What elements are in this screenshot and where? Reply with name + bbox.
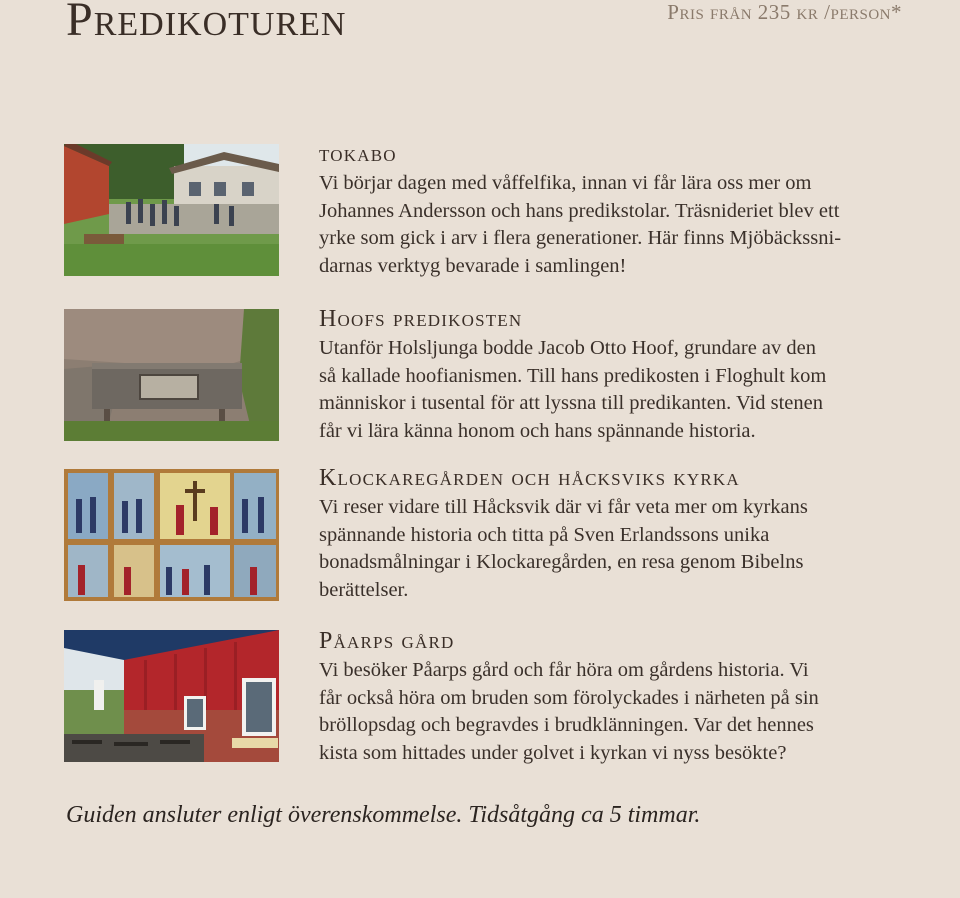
- predikosten-image: [64, 309, 279, 441]
- paarps-gard-text: [319, 627, 899, 767]
- body-line: Utanför Holsljunga bodde Jacob Otto Hoof, grundare av den: [319, 337, 816, 359]
- tokabo-photo: [64, 144, 279, 276]
- body-line: berättelser.: [319, 578, 409, 601]
- body-line: Johannes Andersson och hans predikstolar. Träsnideriet blev ett: [319, 199, 840, 222]
- price-label: Pris från 235 kr /person*: [667, 0, 902, 24]
- section-heading: Hoofs predikosten: [319, 306, 523, 332]
- body-line: darnas verktyg bevarade i samlingen!: [319, 254, 627, 277]
- body-line: bonadsmålningar i Klockaregården, en resa genom Bibelns: [319, 551, 804, 573]
- klockaregarden-text: [319, 464, 899, 604]
- page-title: Predikoturen: [66, 0, 347, 46]
- tokabo-text: [319, 140, 899, 280]
- predikosten-text: [319, 305, 899, 445]
- body-line: får vi lära känna honom och hans spännande historia.: [319, 419, 756, 442]
- body-line: så kallade hoofianismen. Till hans predikosten i Floghult kom: [319, 364, 827, 387]
- tokabo-image: [64, 144, 279, 276]
- predikosten-photo: [64, 309, 279, 441]
- body-line: spännande historia och titta på Sven Erlandssons unika: [319, 523, 770, 546]
- paarps-gard-image: [64, 630, 279, 762]
- body-line: kista som hittades under golvet i kyrkan vi nyss besökte?: [319, 741, 787, 764]
- section-heading: tokabo: [319, 141, 397, 167]
- body-line: Vi börjar dagen med våffelfika, innan vi får lära oss mer om: [319, 172, 812, 194]
- body-line: Vi reser vidare till Håcksvik där vi får veta mer om kyrkans: [319, 496, 808, 518]
- body-line: människor i tusental för att lyssna till predikanten. Vid stenen: [319, 392, 823, 414]
- body-line: Vi besöker Påarps gård och får höra om gårdens historia. Vi: [319, 659, 809, 681]
- body-line: yrke som gick i arv i flera generationer. Här finns Mjöbäckssni-: [319, 227, 842, 249]
- paarps-gard-photo: [64, 630, 279, 762]
- body-line: bröllopsdag och begravdes i brudklänningen. Var det hennes: [319, 714, 814, 736]
- klockaregarden-photo: [64, 469, 279, 601]
- section-heading: Påarps gård: [319, 628, 455, 654]
- section-heading: Klockaregården och håcksviks kyrka: [319, 465, 740, 491]
- klockaregarden-image: [64, 469, 279, 601]
- footer-note: Guiden ansluter enligt överenskommelse. Tidsåtgång ca 5 timmar.: [66, 802, 701, 828]
- body-line: får också höra om bruden som förolyckades i närheten på sin: [319, 686, 819, 709]
